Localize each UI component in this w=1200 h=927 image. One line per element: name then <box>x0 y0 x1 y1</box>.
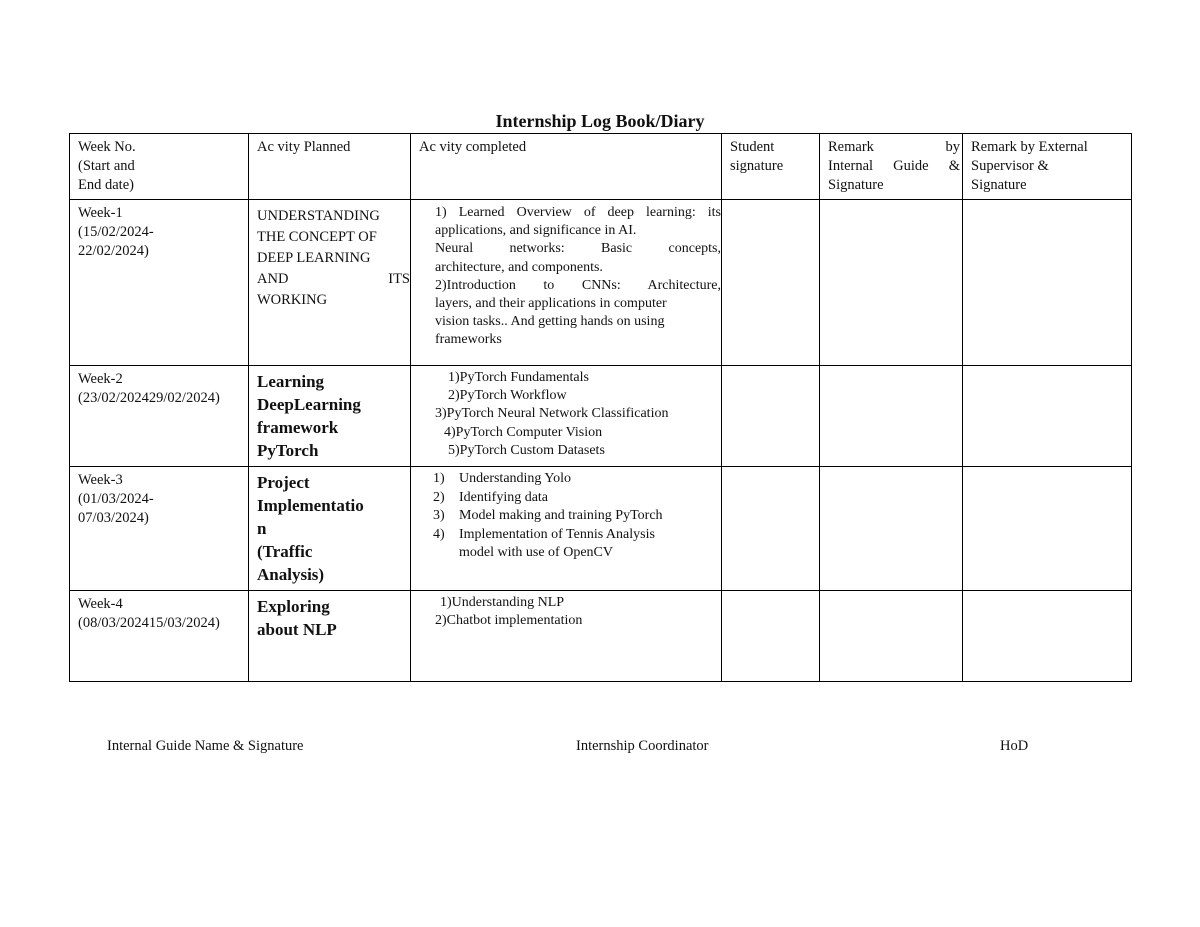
week-cell: Week-1 (15/02/2024- 22/02/2024) <box>70 200 249 366</box>
internal-remark-cell <box>820 467 963 591</box>
external-remark-cell <box>963 366 1132 467</box>
completed-cell <box>411 467 722 591</box>
table-row <box>70 200 1132 366</box>
header-week: Week No. (Start and End date) <box>70 134 249 200</box>
table-row <box>70 467 1132 591</box>
header-row <box>70 134 1132 200</box>
table-row <box>70 366 1132 467</box>
footer-coordinator: Internship Coordinator <box>576 738 709 754</box>
list-item: model with use of OpenCV <box>459 545 613 560</box>
header-completed: Ac vity completed <box>411 134 722 200</box>
external-remark-cell <box>963 200 1132 366</box>
log-table <box>69 133 1132 682</box>
table-row <box>70 591 1132 682</box>
planned-cell: Project Implementatio n (Traffic Analysis) <box>249 467 411 591</box>
header-internal-guide: Remark by Internal Guide & Signature <box>820 134 963 200</box>
week-cell: Week-3 (01/03/2024- 07/03/2024) <box>70 467 249 591</box>
internal-remark-cell <box>820 200 963 366</box>
planned-cell: UNDERSTANDING THE CONCEPT OF DEEP LEARNING AND ITS WORKING <box>249 200 411 366</box>
student-signature-cell <box>722 366 820 467</box>
internal-remark-cell <box>820 366 963 467</box>
week-cell: Week-4 (08/03/202415/03/2024) <box>70 591 249 682</box>
list-item: 1) Understanding Yolo <box>433 471 572 486</box>
list-item: 3) Model making and training PyTorch <box>433 508 663 523</box>
internal-remark-cell <box>820 591 963 682</box>
week-cell: Week-2 (23/02/202429/02/2024) <box>70 366 249 467</box>
footer-hod: HoD <box>1000 738 1029 754</box>
header-planned: Ac vity Planned <box>249 134 411 200</box>
completed-cell: 1)PyTorch Fundamentals 2)PyTorch Workflow 3)PyTorch Neural Network Classification 4)PyTorch Computer Vision 5)PyTorch Custom Datasets <box>411 366 722 467</box>
header-student-signature: Student signature <box>722 134 820 200</box>
student-signature-cell <box>722 200 820 366</box>
page-title: Internship Log Book/Diary <box>495 111 705 131</box>
list-item: 4) Implementation of Tennis Analysis <box>433 526 655 542</box>
footer-guide-signature: Internal Guide Name & Signature <box>107 738 304 754</box>
planned-cell: Exploring about NLP <box>249 591 411 682</box>
student-signature-cell <box>722 591 820 682</box>
list-item: 2) Identifying data <box>433 489 549 505</box>
planned-cell: Learning DeepLearning framework PyTorch <box>249 366 411 467</box>
completed-cell: 1) Learned Overview of deep learning: its applications, and significance in AI. Neural networks: Basic concepts, architecture, and components. 2)Introduction to CNNs: Architecture, layers, and their applications in computer vision tasks.. And getting hands on using frameworks <box>411 200 722 366</box>
header-external-supervisor: Remark by External Supervisor & Signature <box>963 134 1132 200</box>
completed-cell: 1)Understanding NLP 2)Chatbot implementation <box>411 591 722 682</box>
student-signature-cell <box>722 467 820 591</box>
external-remark-cell <box>963 467 1132 591</box>
external-remark-cell <box>963 591 1132 682</box>
